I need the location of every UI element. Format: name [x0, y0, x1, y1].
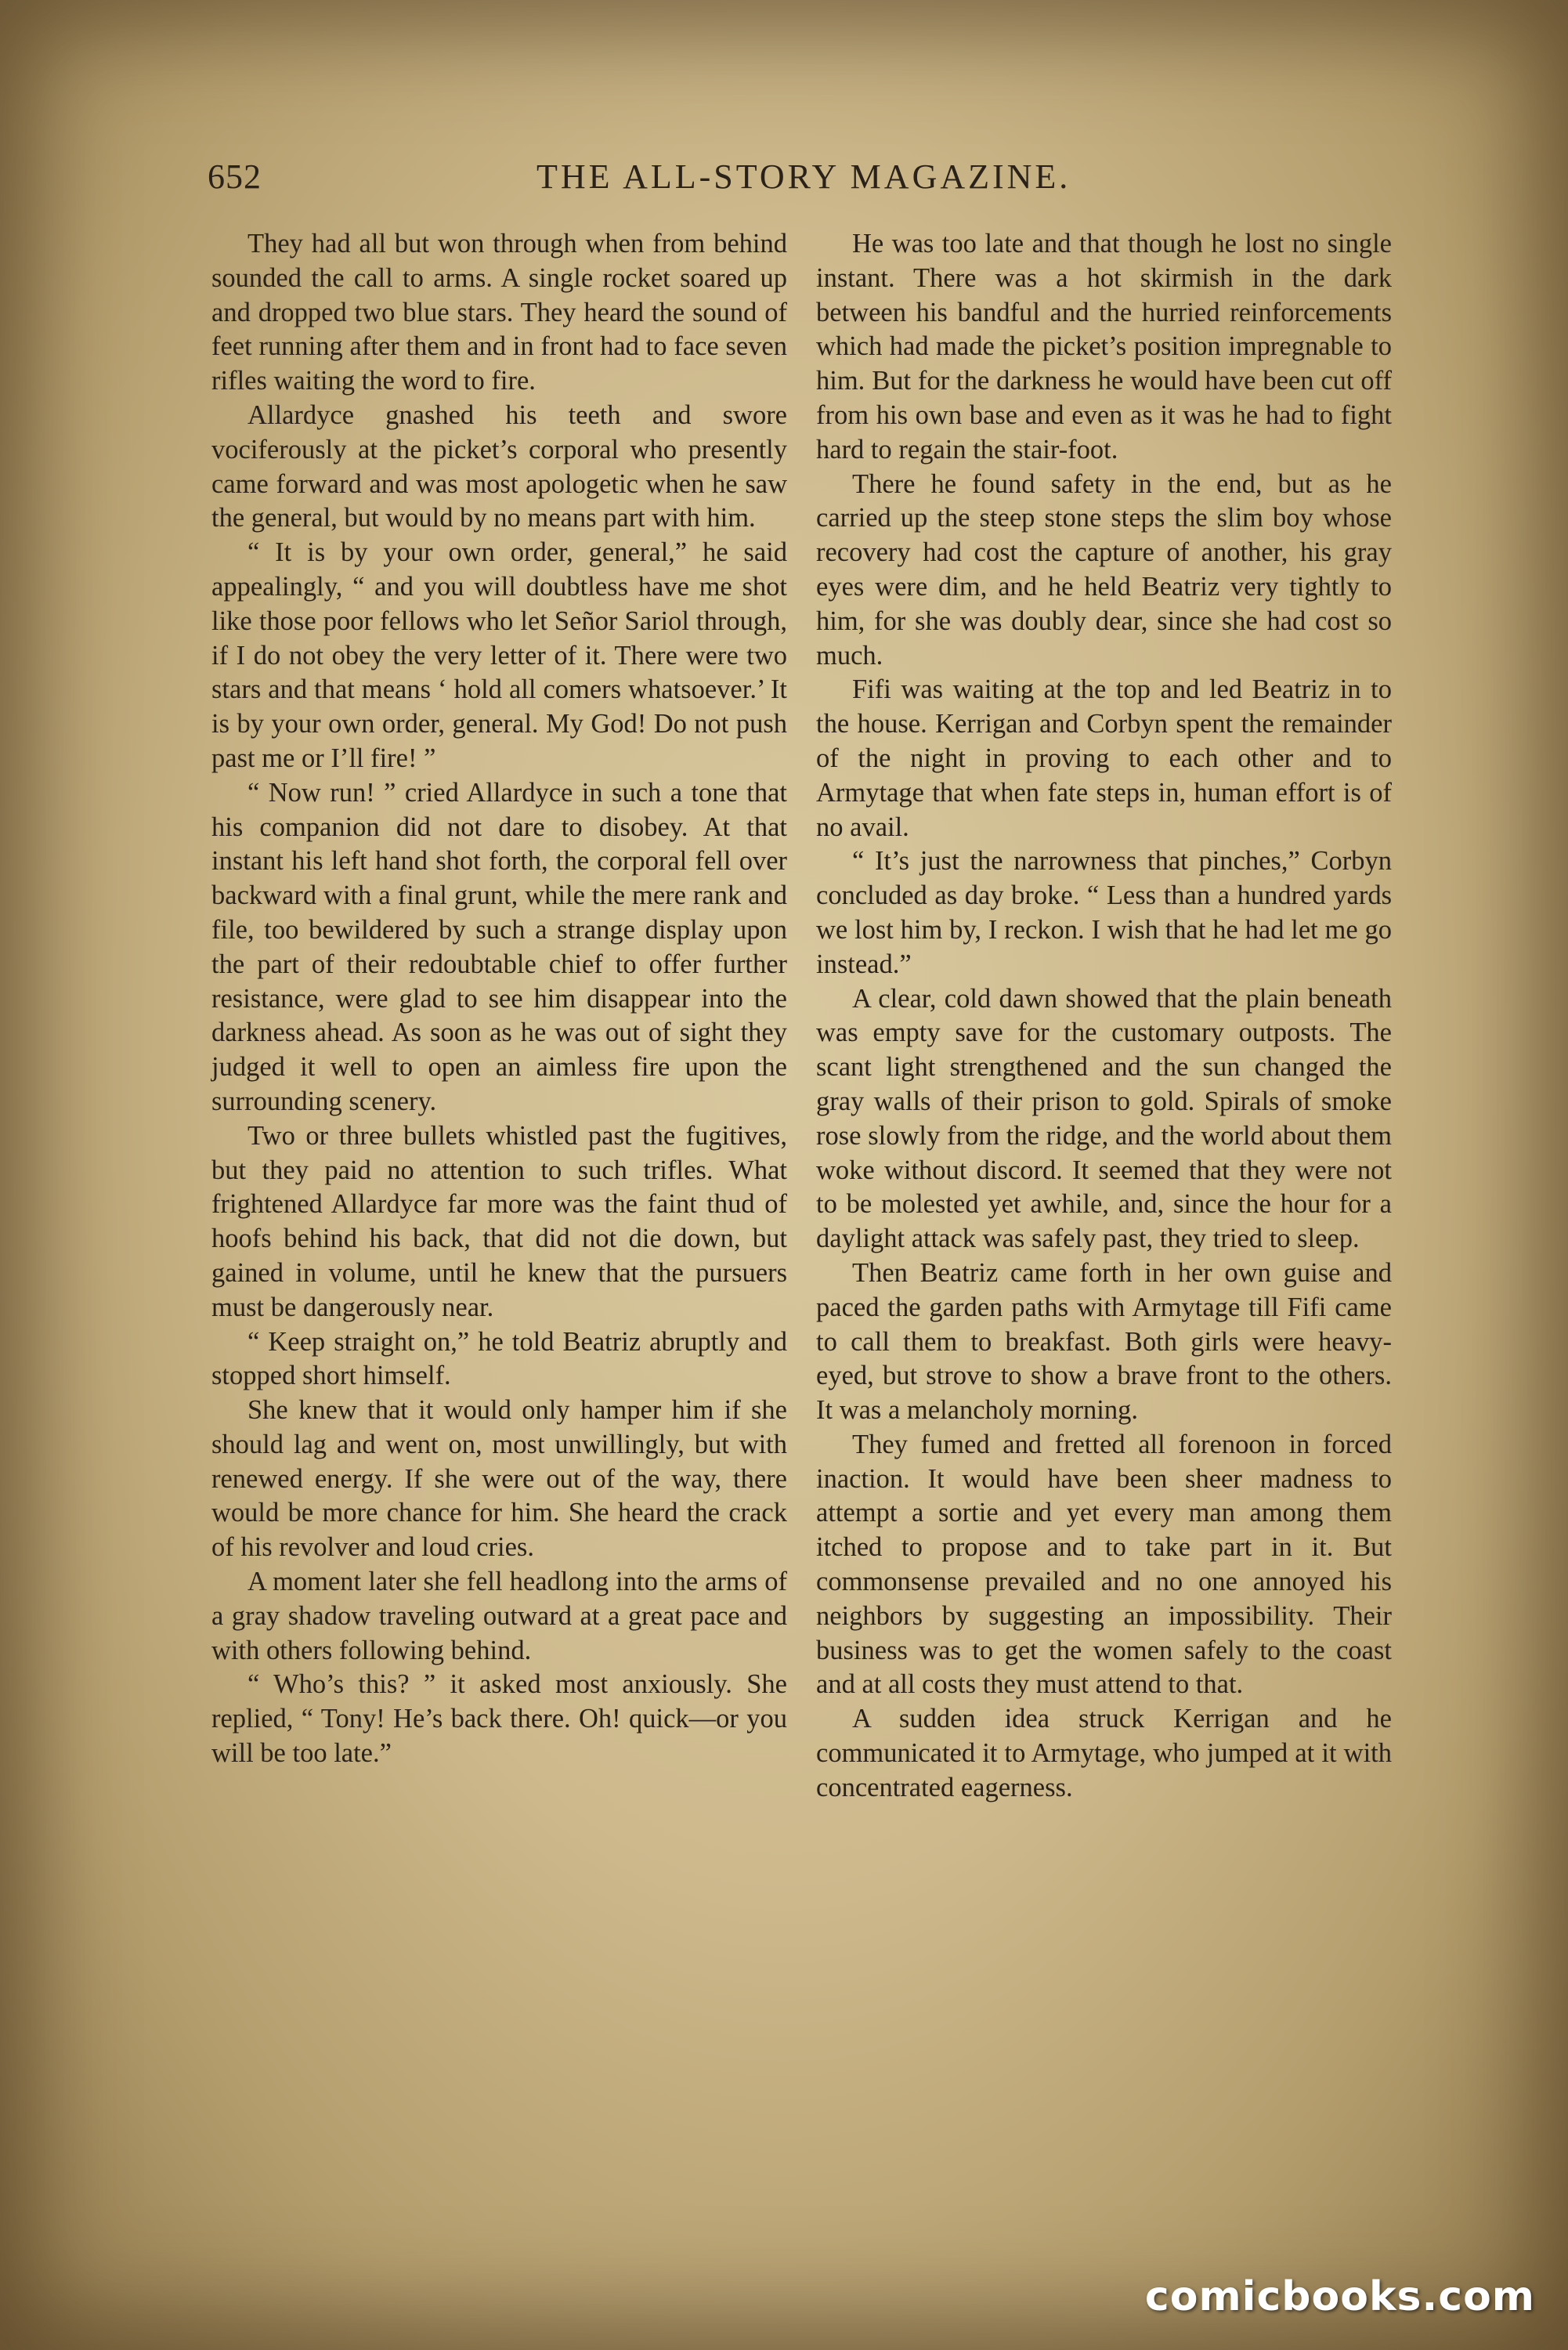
paragraph: “ Who’s this? ” it asked most anxiously. She replied, “ Tony! He’s back there. Oh! quick—or you will be too late.”	[211, 1669, 787, 1769]
left-column	[211, 227, 787, 1771]
magazine-title: THE ALL-STORY MAGAZINE.	[537, 157, 1071, 196]
paragraph: A moment later she fell headlong into the arms of a gray shadow traveling outward at a great pace and with others following behind.	[211, 1567, 787, 1665]
paragraph: Then Beatriz came forth in her own guise and paced the garden paths with Armytage till Fifi came to call them to breakfast. Both girls were heavy-eyed, but strove to show a brave front to the others. It was a melancholy morning.	[816, 1257, 1392, 1426]
paragraph: He was too late and that though he lost no single instant. There was a hot skirmish in the dark between his bandful and the hurried reinforcements which had made the picket’s position impregnable to him. But for the darkness he would have been cut off from his own base and even as it was he had to fight hard to regain the stair-foot.	[816, 229, 1392, 465]
paragraph: “ It is by your own order, general,” he said appealingly, “ and you will doubtless have me shot like those poor fellows who let Señor Sariol through, if I do not obey the very letter of it. There were two stars and that means ‘ hold all comers whatsoever.’ It is by your own order, general. My God! Do not push past me or I’ll fire! ”	[211, 537, 787, 773]
paragraph: A sudden idea struck Kerrigan and he communicated it to Armytage, who jumped at it with concentrated eagerness.	[816, 1704, 1392, 1802]
paragraph: “ Now run! ” cried Allardyce in such a tone that his companion did not dare to disobey. At that instant his left hand shot forth, the corporal fell over backward with a final grunt, while the mere rank and file, too bewildered by such a strange display upon the part of their redoubtable chief to offer further resistance, were glad to see him disappear into the darkness ahead. As soon as he was out of sight they judged it well to open an aimless fire upon the surrounding scenery.	[211, 777, 787, 1116]
paragraph: Allardyce gnashed his teeth and swore vociferously at the picket’s corporal who presently came forward and was most apologetic when he saw the general, but would by no means part with him.	[211, 400, 787, 533]
paragraph: “ It’s just the narrowness that pinches,” Corbyn concluded as day broke. “ Less than a hundred yards we lost him by, I reckon. I wish that he had let me go instead.”	[816, 846, 1392, 979]
paragraph: They had all but won through when from behind sounded the call to arms. A single rocket soared up and dropped two blue stars. They heard the sound of feet running after them and in front had to face seven rifles waiting the word to fire.	[211, 229, 787, 396]
page-header	[208, 157, 1398, 204]
page-number: 652	[208, 157, 262, 196]
paragraph: Two or three bullets whistled past the fugitives, but they paid no attention to such trifles. What frightened Allardyce far more was the faint thud of hoofs behind his back, that did not die down, but gained in volume, until he knew that the pursuers must be dangerously near.	[211, 1120, 787, 1322]
paragraph: She knew that it would only hamper him if she should lag and went on, most unwillingly, but with renewed energy. If she were out of the way, there would be more chance for him. She heard the crack of his revolver and loud cries.	[211, 1395, 787, 1563]
paragraph: “ Keep straight on,” he told Beatriz abruptly and stopped short himself.	[211, 1326, 787, 1391]
site-watermark: comicbooks.com	[1144, 2273, 1535, 2320]
paragraph: Fifi was waiting at the top and led Beatriz in to the house. Kerrigan and Corbyn spent the remainder of the night in proving to each other and to Armytage that when fate steps in, human effort is of no avail.	[816, 674, 1392, 842]
paragraph: There he found safety in the end, but as he carried up the steep stone steps the slim boy whose recovery had cost the capture of another, his gray eyes were dim, and he held Beatriz very tightly to him, for she was doubly dear, since she had cost so much.	[816, 468, 1392, 671]
right-column	[816, 227, 1392, 1806]
paragraph: A clear, cold dawn showed that the plain beneath was empty save for the customary outposts. The scant light strengthened and the sun changed the gray walls of their prison to gold. Spirals of smoke rose slowly from the ridge, and the world about them woke without discord. It seemed that they were not to be molested yet awhile, and, since the hour for a daylight attack was safely past, they tried to sleep.	[816, 983, 1392, 1254]
paragraph: They fumed and fretted all forenoon in forced inaction. It would have been sheer madness to attempt a sortie and yet every man among them itched to propose and to take part in it. But commonsense prevailed and no one annoyed his neighbors by suggesting an impossibility. Their business was to get the women safely to the coast and at all costs they must attend to that.	[816, 1429, 1392, 1700]
